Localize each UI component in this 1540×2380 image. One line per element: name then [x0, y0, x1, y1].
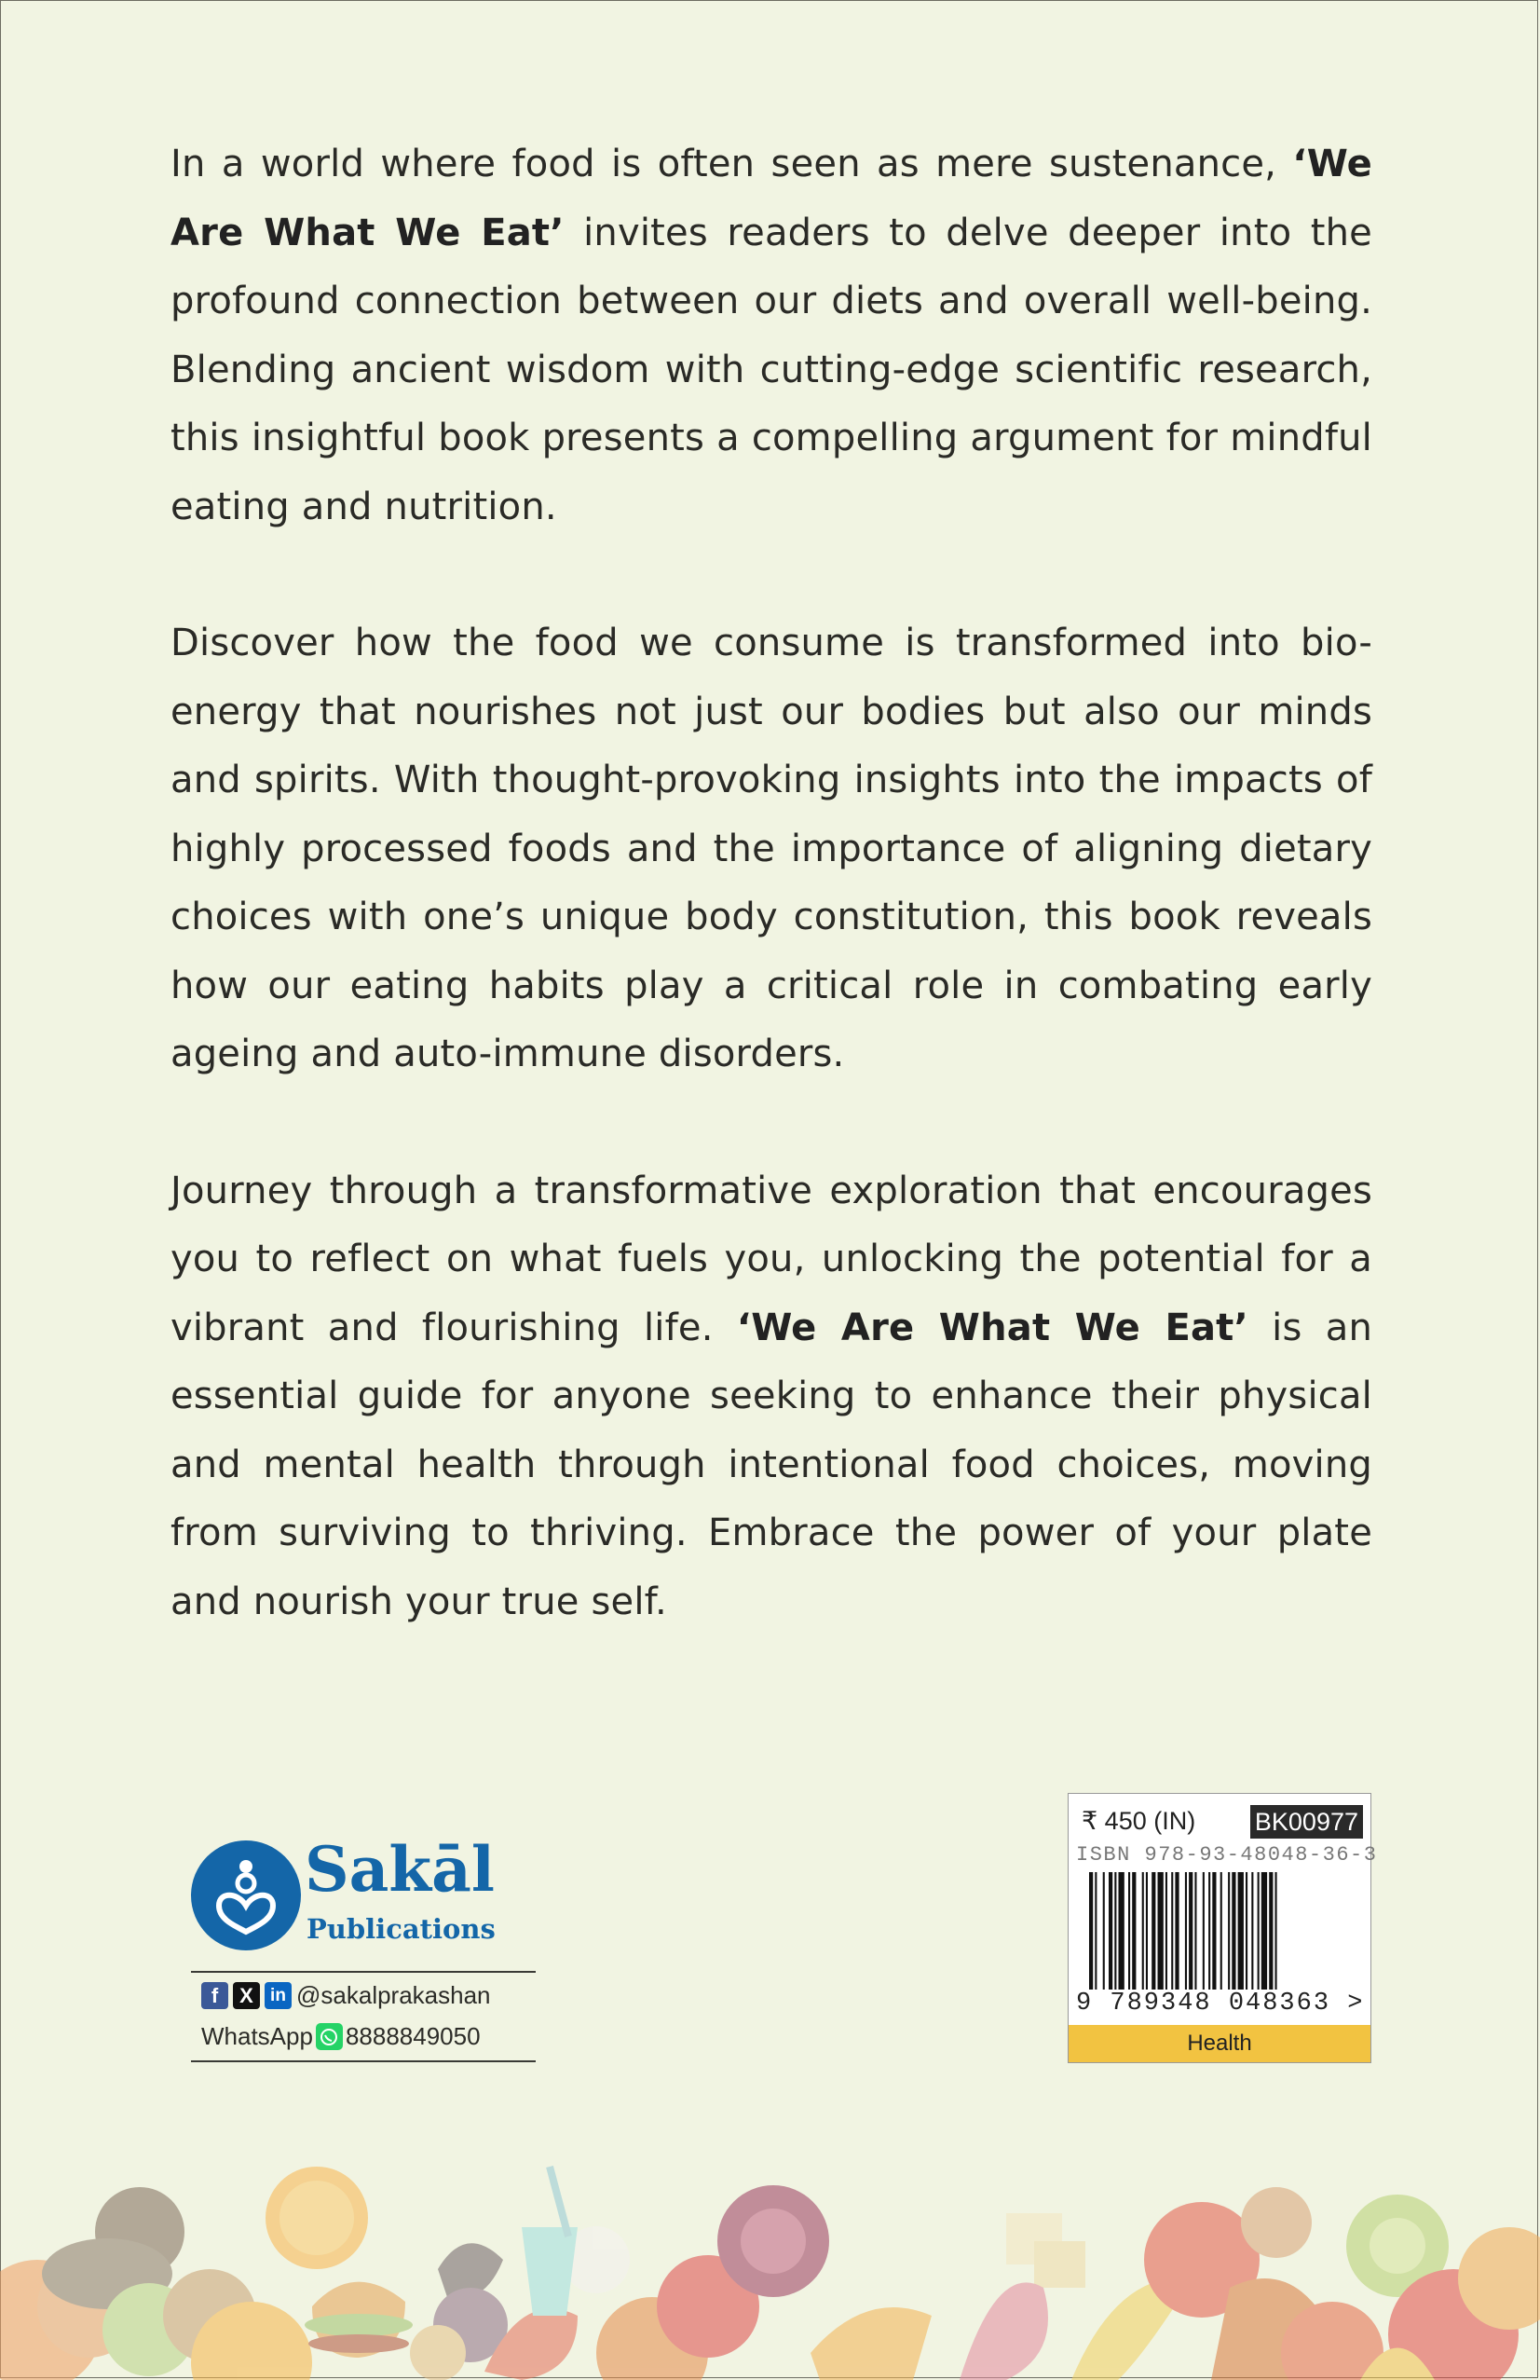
- barcode-box: [1068, 1793, 1378, 2063]
- social-row: [201, 1981, 491, 2010]
- paragraph-1: [170, 130, 1372, 541]
- category-label: Health: [1069, 2025, 1370, 2062]
- publisher-logo: [191, 1833, 536, 1957]
- whatsapp-icon[interactable]: [316, 2023, 343, 2050]
- barcode-digits: 9 789348 048363 >: [1076, 1990, 1365, 2018]
- book-code: BK00977: [1250, 1805, 1363, 1839]
- p1-text-end: invites readers to delve deeper into the profound connection between our diets and overall well-being. Blending ancient wisdom with cutting-edge scientific research, this insightful book presents a compelling argument for mindful eating and nutrition.: [170, 211, 1372, 528]
- food-illustration: [0, 2073, 1540, 2380]
- publisher-subtitle: Publications: [307, 1913, 496, 1945]
- social-handle: @sakalprakashan: [296, 1981, 491, 2009]
- whatsapp-row: [201, 2022, 481, 2051]
- paragraph-3: [170, 1157, 1372, 1637]
- price-label: ₹ 450 (IN): [1082, 1807, 1196, 1835]
- p3-text-start: Journey through a transformative exploration that encourages you to reflect on what fuels you, unlocking the potential for a vibrant and flourishing life.: [170, 1169, 1372, 1349]
- p1-book-title: ‘We Are What We Eat’: [170, 143, 1372, 254]
- x-icon[interactable]: X: [233, 1982, 260, 2009]
- back-cover-blurb: [170, 130, 1372, 1704]
- isbn-text: ISBN 978-93-48048-36-3: [1076, 1843, 1378, 1867]
- p1-text-start: In a world where food is often seen as mere sustenance,: [170, 143, 1293, 185]
- p3-book-title: ‘We Are What We Eat’: [736, 1306, 1248, 1349]
- paragraph-2: Discover how the food we consume is transformed into bio-energy that nourishes not just our bodies but also our minds and spirits. With thought-provoking insights into the impacts of highly processed foods and the importance of aligning dietary choices with one’s unique body constitution, this book reveals how our eating habits play a critical role in combating early ageing and auto-immune disorders.: [170, 622, 1372, 1075]
- whatsapp-number: 8888849050: [345, 2022, 481, 2050]
- contact-box: [191, 1971, 536, 2062]
- logo-icon: [191, 1840, 301, 1950]
- facebook-icon[interactable]: f: [201, 1982, 228, 2009]
- p3-text-end: is an essential guide for anyone seeking to enhance their physical and mental health through intentional food choices, moving from surviving to thriving. Embrace the power of your plate and nourish your true self.: [170, 1306, 1372, 1623]
- whatsapp-label: WhatsApp: [201, 2022, 313, 2050]
- publisher-name: Sakāl: [305, 1833, 495, 1906]
- linkedin-icon[interactable]: in: [265, 1982, 292, 2009]
